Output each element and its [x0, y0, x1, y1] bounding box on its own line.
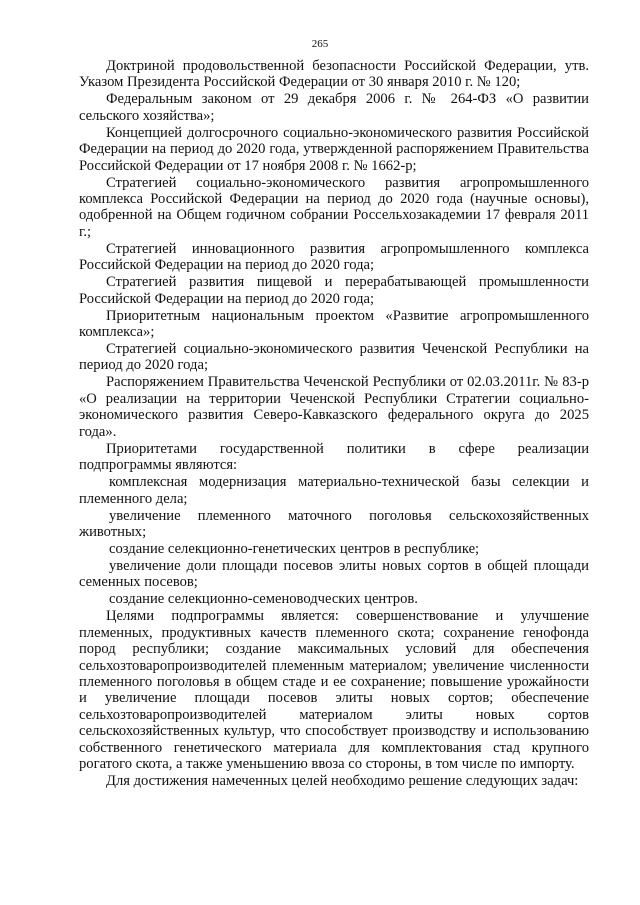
paragraph-national-project: Приоритетным национальным проектом «Развитие агропромышленного комплекса»; — [79, 307, 589, 341]
paragraph-concept: Концепцией долгосрочного социально-экономического развития Российской Федерации на период до 2020 года, утвержденной распоряжением Правительства Российской Федерации от 17 ноября 2008 г. № 1662-р; — [79, 124, 589, 174]
priority-item-genetic-centers: создание селекционно-генетических центров в республике; — [109, 540, 480, 557]
priority-item-elite-seeds: увеличение доли площади посевов элиты новых сортов в общей площади семенных посевов; — [79, 557, 589, 591]
paragraph-innovation-strategy: Стратегией инновационного развития агропромышленного комплекса Российской Федерации на период до 2020 года; — [79, 240, 589, 274]
paragraph-chechen-strategy: Стратегией социально-экономического развития Чеченской Республики на период до 2020 года; — [79, 341, 589, 374]
paragraph-chechen-order: Распоряжением Правительства Чеченской Республики от 02.03.2011г. № 83-р «О реализации на территории Чеченской Республики Стратегии социально-экономического развития Северо-Кавказского федерального округа до 2025 года». — [79, 374, 589, 440]
priority-item-modernization: комплексная модернизация материально-технической базы селекции и племенного дела; — [79, 474, 589, 507]
paragraph-food-industry-strategy: Стратегией развития пищевой и перерабатывающей промышленности Российской Федерации на период до 2020 года; — [79, 274, 589, 307]
document-body — [79, 58, 589, 790]
paragraph-priorities-intro: Приоритетами государственной политики в сфере реализации подпрограммы являются: — [79, 440, 589, 474]
paragraph-agro-strategy: Стратегией социально-экономического развития агропромышленного комплекса Российской Федерации на период до 2020 года (научные основы), одобренной на Общем годичном собрании Россельхозакадемии 17 февраля 2011 г.; — [79, 174, 589, 240]
paragraph-tasks-intro: Для достижения намеченных целей необходимо решение следующих задач: — [106, 772, 579, 789]
paragraph-federal-law: Федеральным законом от 29 декабря 2006 г. № 264-ФЗ «О развитии сельского хозяйства»; — [79, 91, 589, 124]
priority-item-seed-centers: создание селекционно-семеноводческих центров. — [109, 591, 418, 608]
paragraph-goals: Целями подпрограммы является: совершенствование и улучшение племенных, продуктивных качеств племенного скота; сохранение генофонда пород республики; создание максимальных условий для обеспечения сельхозтоваропроизводителей племенным материалом; увеличение численности племенного поголовья в общем стаде и ее сохранение; повышение урожайности и увеличение площади посевов элиты новых сортов; обеспечение сельхозтоваропроизводителей материалом элиты новых сортов сельскохозяйственных культур, что способствует производству и использованию собственного генетического материала для комплектования стад крупного рогатого скота, а также уменьшению ввоза со стороны, в том числе по импорту. — [79, 608, 589, 772]
priority-item-livestock: увеличение племенного маточного поголовья сельскохозяйственных животных; — [79, 507, 589, 540]
page-number: 265 — [311, 38, 329, 50]
paragraph-doctrine: Доктриной продовольственной безопасности Российской Федерации, утв. Указом Президента Российской Федерации от 30 января 2010 г. № 120; — [79, 58, 589, 91]
